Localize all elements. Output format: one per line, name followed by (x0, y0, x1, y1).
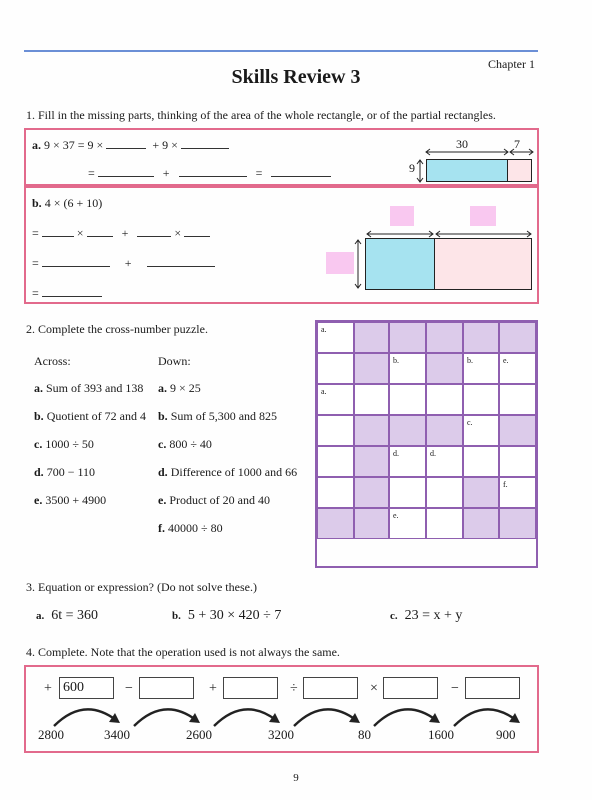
down-clue-e: e. Product of 20 and 40 (158, 493, 270, 507)
q4-arc-arrow-2 (134, 709, 200, 726)
grid-cell-r0c3 (426, 322, 463, 353)
q1a-eq-2: = (255, 166, 263, 180)
q1b-expression: 4 × (6 + 10) (44, 196, 103, 210)
q4-op-5: × (370, 681, 378, 696)
q1b-pad-width-1[interactable] (390, 206, 414, 226)
q1a-dim-30: 30 (456, 137, 468, 151)
q3-prompt: 3. Equation or expression? (Do not solve these.) (26, 580, 257, 594)
q1b-line4 (32, 286, 102, 301)
grid-cell-r3c5 (499, 415, 536, 446)
q1b-eq-3: = (32, 286, 39, 300)
q1b-blank-1[interactable] (42, 226, 74, 237)
grid-cell-r4c4[interactable] (463, 446, 499, 477)
q4-number-2: 3400 (104, 727, 130, 742)
q1b-plus-2: + (124, 256, 132, 270)
grid-cell-r2c2[interactable] (389, 384, 426, 415)
q1b-blank-7[interactable] (42, 286, 102, 297)
q1a-plus: + (162, 166, 170, 180)
grid-cell-r5c5[interactable]: f. (499, 477, 536, 508)
q1b-pad-width-2[interactable] (470, 206, 496, 226)
q1b-blank-3[interactable] (137, 226, 171, 237)
grid-cell-r1c5[interactable]: e. (499, 353, 536, 384)
q3-item-a: a. 6t = 360 (36, 608, 99, 623)
down-clue-c: c. 800 ÷ 40 (158, 437, 212, 451)
grid-cell-r5c3[interactable] (426, 477, 463, 508)
grid-cell-r5c0[interactable] (317, 477, 354, 508)
q1b-rect-10 (434, 238, 532, 290)
q1b-eq-1: = (32, 226, 39, 240)
q1a-box (24, 128, 539, 186)
q4-number-5: 80 (358, 727, 371, 742)
grid-cell-r4c3[interactable]: d. (426, 446, 463, 477)
grid-cell-r0c5 (499, 322, 536, 353)
q4-arc-arrow-5 (374, 709, 440, 726)
grid-cell-r6c3[interactable] (426, 508, 463, 539)
down-clue-d: d. Difference of 1000 and 66 (158, 465, 298, 479)
q1a-line1 (32, 138, 229, 153)
q4-arc-arrow-6 (454, 709, 520, 726)
q4-box-5[interactable] (383, 677, 438, 699)
grid-cell-r4c5[interactable] (499, 446, 536, 477)
q1b-eq-2: = (32, 256, 39, 270)
grid-cell-r0c2 (389, 322, 426, 353)
grid-cell-r0c4 (463, 322, 499, 353)
q1a-expression: 9 × 37 = 9 × (44, 138, 104, 152)
grid-cell-r0c1 (354, 322, 389, 353)
grid-cell-r3c0[interactable] (317, 415, 354, 446)
grid-cell-r1c1 (354, 353, 389, 384)
q3-item-b: b. 5 + 30 × 420 ÷ 7 (172, 608, 282, 623)
q4-prompt: 4. Complete. Note that the operation used is not always the same. (26, 645, 340, 659)
q1a-rect-30 (426, 159, 508, 182)
q1b-line2 (32, 226, 210, 241)
grid-cell-r1c2[interactable]: b. (389, 353, 426, 384)
q2-prompt: 2. Complete the cross-number puzzle. (26, 322, 208, 336)
q1b-rect-6 (365, 238, 435, 290)
q1a-rect-7 (507, 159, 532, 182)
q1a-blank-5[interactable] (271, 166, 331, 177)
q4-box-4[interactable] (303, 677, 358, 699)
q4-op-2: − (125, 681, 133, 696)
q4-number-7: 900 (496, 727, 516, 742)
q1b-blank-5[interactable] (42, 256, 110, 267)
grid-cell-r6c2[interactable]: e. (389, 508, 426, 539)
q1b-line3 (32, 256, 215, 271)
grid-cell-r2c3[interactable] (426, 384, 463, 415)
q1b-line1 (32, 196, 102, 211)
grid-cell-r5c1 (354, 477, 389, 508)
q4-box-1[interactable]: 600 (59, 677, 114, 699)
q1a-plus-nine-times: + 9 × (152, 138, 178, 152)
grid-cell-r6c4 (463, 508, 499, 539)
q1a-label: a. (32, 138, 41, 152)
q4-box-6[interactable] (465, 677, 520, 699)
q1b-blank-2[interactable] (87, 226, 113, 237)
across-header: Across: (34, 354, 71, 368)
q1b-blank-4[interactable] (184, 226, 210, 237)
q4-number-4: 3200 (268, 727, 294, 742)
across-clue-e: e. 3500 + 4900 (34, 493, 107, 507)
grid-cell-r6c0 (317, 508, 354, 539)
grid-cell-r4c0[interactable] (317, 446, 354, 477)
across-clue-b: b. Quotient of 72 and 4 (34, 409, 147, 423)
grid-cell-r5c2[interactable] (389, 477, 426, 508)
q4-arc-arrow-4 (294, 709, 360, 726)
q4-box-2[interactable] (139, 677, 194, 699)
q1b-times-1: × (76, 226, 84, 240)
page-title: Skills Review 3 (231, 66, 361, 88)
page-number: 9 (293, 772, 299, 784)
grid-cell-r6c5 (499, 508, 536, 539)
grid-cell-r2c5[interactable] (499, 384, 536, 415)
q1a-blank-4[interactable] (179, 166, 247, 177)
q1a-dim-9: 9 (409, 161, 415, 175)
q1a-eq-1: = (88, 166, 95, 180)
grid-cell-r5c4 (463, 477, 499, 508)
q4-box-3[interactable] (223, 677, 278, 699)
q1b-times-2: × (174, 226, 182, 240)
q4-op-3: + (209, 681, 217, 696)
q1b-pad-height[interactable] (326, 252, 354, 274)
across-clue-a: a. Sum of 393 and 138 (34, 381, 144, 395)
grid-cell-r2c1[interactable] (354, 384, 389, 415)
cross-number-grid (315, 320, 538, 568)
q1-prompt: 1. Fill in the missing parts, thinking of the area of the whole rectangle, or of the partial rectangles. (26, 108, 496, 122)
grid-cell-r6c1 (354, 508, 389, 539)
down-clue-b: b. Sum of 5,300 and 825 (158, 409, 278, 423)
q1a-blank-2[interactable] (181, 138, 229, 149)
down-clue-f: f. 40000 ÷ 80 (158, 521, 223, 535)
q1b-label: b. (32, 196, 42, 210)
chapter-label: Chapter 1 (488, 57, 535, 71)
across-clue-c: c. 1000 ÷ 50 (34, 437, 94, 451)
q1a-dim-7: 7 (514, 137, 520, 151)
top-rule (24, 50, 538, 52)
across-clue-d: d. 700 − 110 (34, 465, 96, 479)
q4-number-1: 2800 (38, 727, 64, 742)
grid-cell-r2c4[interactable] (463, 384, 499, 415)
grid-cell-r0c0[interactable]: a. (317, 322, 354, 353)
q4-arc-arrow-3 (214, 709, 280, 726)
q4-op-6: − (451, 681, 459, 696)
q1a-line2 (88, 166, 331, 181)
grid-cell-r3c1 (354, 415, 389, 446)
grid-cell-r1c4[interactable]: b. (463, 353, 499, 384)
grid-cell-r4c1 (354, 446, 389, 477)
grid-cell-r3c2 (389, 415, 426, 446)
q4-number-3: 2600 (186, 727, 212, 742)
q3-item-c: c. 23 = x + y (390, 608, 463, 623)
grid-cell-r1c3 (426, 353, 463, 384)
grid-cell-r4c2[interactable]: d. (389, 446, 426, 477)
grid-cell-r1c0[interactable] (317, 353, 354, 384)
q4-op-4: ÷ (290, 681, 298, 696)
q1a-blank-1[interactable] (106, 138, 146, 149)
down-header: Down: (158, 354, 191, 368)
q1b-plus-1: + (121, 226, 129, 240)
down-clue-a: a. 9 × 25 (158, 381, 201, 395)
grid-cell-r3c3 (426, 415, 463, 446)
grid-cell-r3c4[interactable]: c. (463, 415, 499, 446)
q4-op-1: + (44, 681, 52, 696)
q1b-box (24, 186, 539, 304)
q4-arc-arrow-1 (54, 709, 120, 726)
grid-cell-r2c0[interactable]: a. (317, 384, 354, 415)
q1b-blank-6[interactable] (147, 256, 215, 267)
q4-number-6: 1600 (428, 727, 454, 742)
q1a-blank-3[interactable] (98, 166, 154, 177)
